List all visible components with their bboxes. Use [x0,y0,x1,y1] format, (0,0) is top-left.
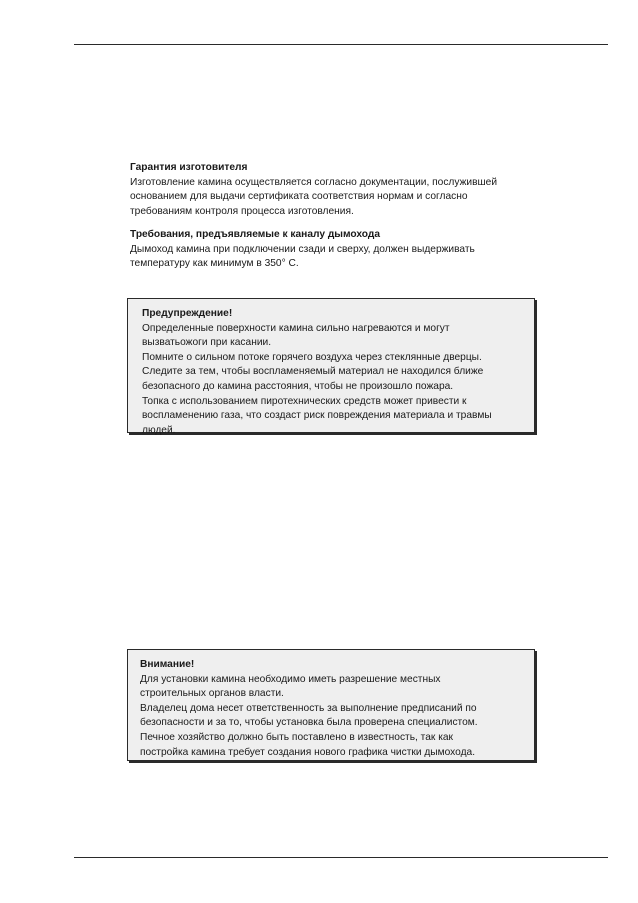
attention-heading: Внимание! [140,659,195,670]
attention-text-line: Для установки камина необходимо иметь разрешение местных [140,673,441,685]
attention-text-line: безопасности и за то, чтобы установка была проверена специалистом. [140,717,478,729]
warning-text-line: Помните о сильном потоке горячего воздуха через стеклянные дверцы. [142,351,482,363]
warning-text-line: людей. [142,424,176,436]
warning-text-line: Следите за тем, чтобы воспламеняемый материал не находился ближе [142,366,484,378]
footer-rule [74,857,608,858]
warranty-text-line: требованиям контроля процесса изготовления. [130,205,354,217]
attention-text-line: постройка камина требует создания нового графика чистки дымохода. [140,746,476,758]
warranty-section [130,161,550,219]
attention-text-line: строительных органов власти. [140,688,284,700]
warranty-text-line: основанием для выдачи сертификата соответствия нормам и согласно [130,191,468,203]
chimney-requirements-heading: Требования, предъявляемые к каналу дымохода [130,229,380,240]
warranty-text-line: Изготовление камина осуществляется согласно документации, послужившей [130,176,498,188]
chimney-requirements-section [130,228,550,272]
warning-text-line: безопасного до камина расстояния, чтобы не произошло пожара. [142,380,454,392]
warning-text-line: вызватьожоги при касании. [142,337,272,349]
warning-heading: Предупреждение! [142,308,233,319]
header-rule [74,44,608,45]
warning-text-line: Топка с использованием пиротехнических средств может привести к [142,395,467,407]
chimney-requirements-text-line: температуру как минимум в 350° С. [130,258,299,270]
attention-text-line: Владелец дома несет ответственность за выполнение предписаний по [140,702,477,714]
warranty-heading: Гарантия изготовителя [130,162,248,173]
warning-text-line: Определенные поверхности камина сильно нагреваются и могут [142,322,450,334]
attention-notice-box [127,649,535,761]
chimney-requirements-text-line: Дымоход камина при подключении сзади и сверху, должен выдерживать [130,243,475,255]
warning-notice-box [127,298,535,436]
warning-text-line: воспламенению газа, что создаст риск повреждения материала и травмы [142,410,492,422]
attention-text-line: Печное хозяйство должно быть поставлено в известность, так как [140,731,453,743]
